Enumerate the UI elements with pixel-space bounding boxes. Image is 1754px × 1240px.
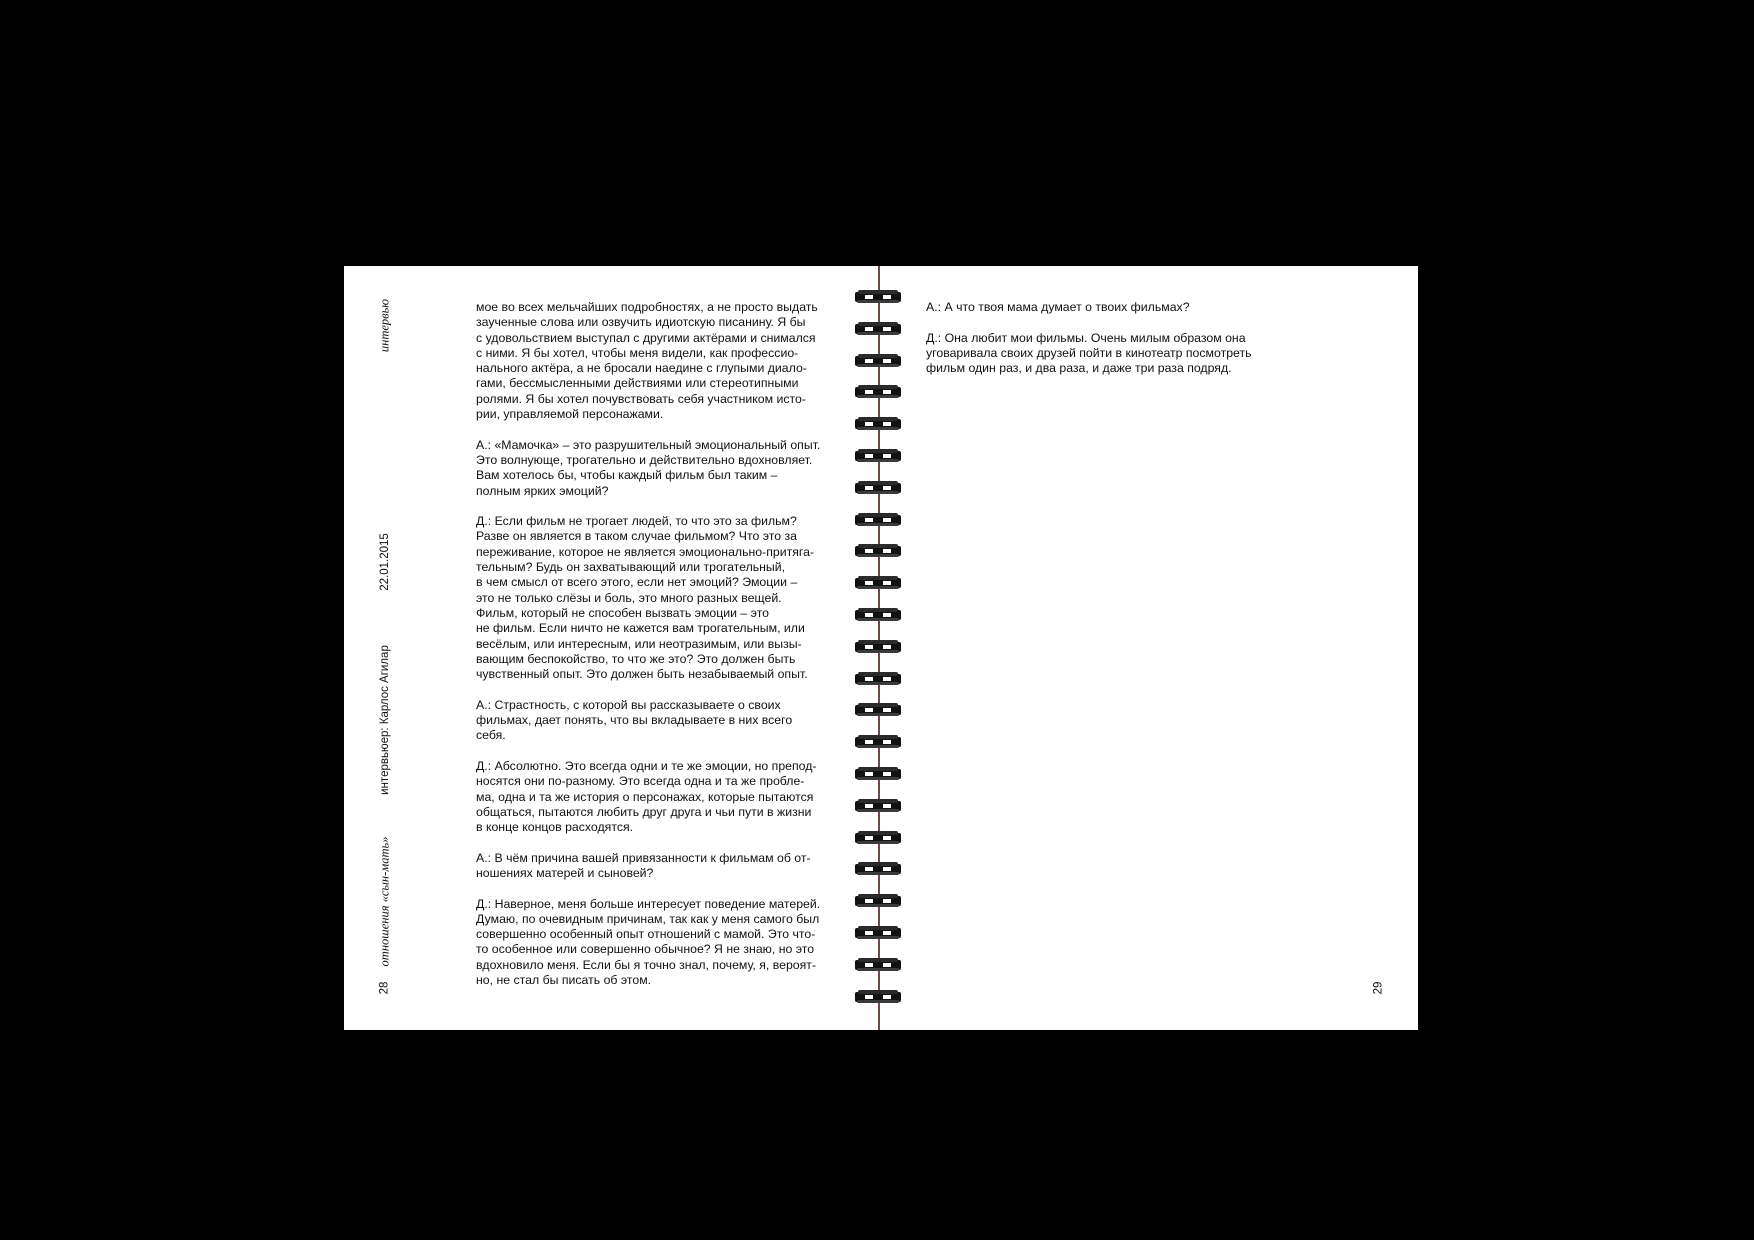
text-line: Думаю, по очевидным причинам, так как у меня самого был xyxy=(476,911,820,926)
spiral-coil xyxy=(855,417,901,431)
spiral-coil xyxy=(855,449,901,463)
text-line: совершенно особенный опыт отношений с мамой. Это что- xyxy=(476,927,816,942)
left-column-text xyxy=(476,300,846,1004)
spiral-coil xyxy=(855,990,901,1004)
spiral-coil xyxy=(855,322,901,336)
text-line: Д.: Если фильм не трогает людей, то что это за фильм? xyxy=(476,514,797,529)
text-line: Д.: Абсолютно. Это всегда одни и те же эмоции, но препод- xyxy=(476,758,817,773)
text-line: не фильм. Если ничто не кажется вам трогательным, или xyxy=(476,621,805,636)
paragraph xyxy=(926,300,1296,315)
paragraph xyxy=(476,438,846,499)
text-line: то особенное или совершенно обычное? Я не знаю, но это xyxy=(476,942,815,957)
text-line: Д.: Она любит мои фильмы. Очень милым образом она xyxy=(926,330,1246,345)
text-line: носятся они по-разному. Это всегда одна и та же пробле- xyxy=(476,774,805,789)
text-line: вдохновило меня. Если бы я точно знал, почему, я, вероят- xyxy=(476,957,817,972)
text-line: с ними. Я бы хотел, чтобы меня видели, как профессио- xyxy=(476,345,799,360)
paragraph xyxy=(476,897,846,989)
paragraph xyxy=(476,300,846,422)
text-line: весёлым, или интересным, или неотразимым, или вызы- xyxy=(476,636,802,651)
spiral-coil xyxy=(855,354,901,368)
text-line: чувственный опыт. Это должен быть незабываемый опыт. xyxy=(476,667,808,682)
spiral-coil xyxy=(855,608,901,622)
spiral-coil xyxy=(855,958,901,972)
text-line: нального актёра, а не бросали наедине с глупыми диало- xyxy=(476,361,807,376)
spiral-coil xyxy=(855,799,901,813)
text-line: фильм один раз, и два раза, и даже три раза подряд. xyxy=(926,361,1232,376)
paragraph xyxy=(476,514,846,682)
spiral-coil xyxy=(855,513,901,527)
paragraph xyxy=(476,698,846,744)
page-number-left: 28 xyxy=(378,981,391,995)
text-line: Д.: Наверное, меня больше интересует поведение матерей. xyxy=(476,896,821,911)
text-line: переживание, которое не является эмоционально-притяга- xyxy=(476,544,815,559)
paragraph xyxy=(476,851,846,882)
sidebar-section: интервью xyxy=(377,298,392,353)
text-line: уговаривала своих друзей пойти в кинотеатр посмотреть xyxy=(926,345,1252,360)
text-line: ма, одна и та же история о персонажах, которые пытаются xyxy=(476,789,814,804)
spiral-coil xyxy=(855,926,901,940)
spiral-coil xyxy=(855,640,901,654)
page-number-right: 29 xyxy=(1372,981,1385,995)
spiral-coil xyxy=(855,481,901,495)
text-line: общаться, пытаются любить друг друга и чьи пути в жизни xyxy=(476,804,812,819)
text-line: тельным? Будь он захватывающий или трогательный, xyxy=(476,560,786,575)
spiral-coil xyxy=(855,831,901,845)
sidebar-date: 22.01.2015 xyxy=(379,533,391,591)
text-line: полным ярких эмоций? xyxy=(476,483,609,498)
text-line: Это волнующе, трогательно и действительно вдохновляет. xyxy=(476,452,813,467)
sidebar-topic: отношения «сын-мать» xyxy=(377,836,392,967)
spiral-coil xyxy=(855,767,901,781)
sidebar-interviewer: интервьюер: Карлос Агилар xyxy=(379,645,391,795)
spiral-coil xyxy=(855,703,901,717)
text-line: ношениях матерей и сыновей? xyxy=(476,865,654,880)
text-line: но, не стал бы писать об этом. xyxy=(476,973,652,988)
text-line: в чем смысл от всего этого, если нет эмоций? Эмоции – xyxy=(476,575,798,590)
spiral-coil xyxy=(855,894,901,908)
text-line: Фильм, который не способен вызвать эмоции – это xyxy=(476,605,770,620)
text-line: мое во всех мельчайших подробностях, а не просто выдать xyxy=(476,300,818,314)
text-line: вающим беспокойство, то что же это? Это должен быть xyxy=(476,651,796,666)
text-line: А.: А что твоя мама думает о твоих фильмах? xyxy=(926,300,1190,314)
text-line: в конце концов расходятся. xyxy=(476,820,634,835)
spiral-coil xyxy=(855,672,901,686)
text-line: ролями. Я бы хотел почувствовать себя участником исто- xyxy=(476,391,806,406)
text-line: гами, бессмысленными действиями или стереотипными xyxy=(476,376,799,391)
text-line: Разве он является в таком случае фильмом? Что это за xyxy=(476,529,797,544)
text-line: А.: «Мамочка» – это разрушительный эмоциональный опыт. xyxy=(476,437,821,452)
spiral-coil xyxy=(855,290,901,304)
text-line: себя. xyxy=(476,728,506,743)
text-line: А.: В чём причина вашей привязанности к фильмам об от- xyxy=(476,850,811,865)
spiral-coil xyxy=(855,544,901,558)
right-column-text xyxy=(926,300,1296,392)
text-line: с удовольствием выступал с другими актёрами и снимался xyxy=(476,330,816,345)
text-line: Вам хотелось бы, чтобы каждый фильм был таким – xyxy=(476,468,778,483)
spiral-coil xyxy=(855,735,901,749)
text-line: заученные слова или озвучить идиотскую писанину. Я бы xyxy=(476,315,806,330)
text-line: рии, управляемой персонажами. xyxy=(476,407,664,422)
spiral-coil xyxy=(855,862,901,876)
paragraph xyxy=(926,331,1296,377)
spiral-coil xyxy=(855,576,901,590)
text-line: А.: Страстность, с которой вы рассказываете о своих xyxy=(476,697,781,712)
paragraph xyxy=(476,759,846,835)
text-line: это не только слёзы и боль, это много разных вещей. xyxy=(476,590,782,605)
spiral-coil xyxy=(855,385,901,399)
text-line: фильмах, дает понять, что вы вкладываете в них всего xyxy=(476,713,793,728)
